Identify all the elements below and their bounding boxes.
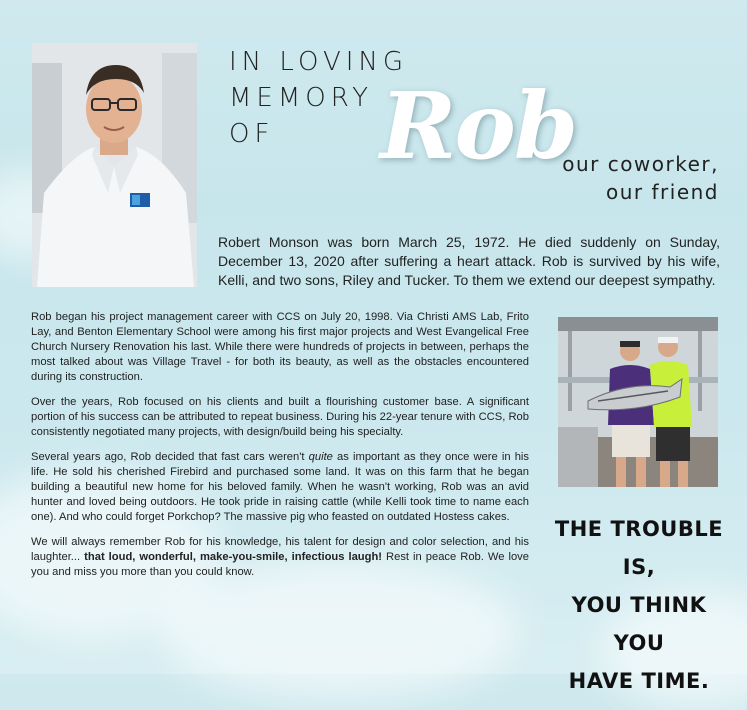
subtitle-line-1: our coworker,	[562, 152, 719, 176]
portrait-illustration	[32, 43, 197, 287]
paragraph-life-emphasis: quite	[308, 451, 333, 463]
paragraph-life	[31, 450, 529, 525]
paragraph-life-text: Several years ago, Rob decided that fast cars weren't	[31, 451, 309, 463]
honoree-name: Rob	[380, 72, 577, 180]
subtitle	[562, 150, 719, 206]
portrait-photo	[32, 43, 197, 287]
fishing-photo	[558, 317, 718, 487]
paragraph-life-text-cont: as important as they once were in his life. He sold his cherished Firebird and purchased some land. It was on this farm that he began building a beautiful new home for his beloved family. When he wasn't working, Rob was an avid hunter and loved being outdoors. He took pride in raising cattle (while Kelli took time to name each one). And who could forget Porkchop? The massive pig who feasted on outdated Hostess cakes.	[31, 451, 530, 523]
paragraph-career: Rob began his project management career with CCS on July 20, 1998. Via Christi AMS Lab, Frito Lay, and Benton Elementary School were among his first major projects and West Evangelical Free Church Nursery Renovation his last. While there were hundreds of projects in between, perhaps the most talked about was Village Travel - for both its beauty, as well as the obstacles encountered during its construction.	[31, 311, 529, 383]
article-body	[31, 310, 529, 590]
paragraph-clients: Over the years, Rob focused on his clients and built a flourishing customer base. A significant portion of his success can be attributed to repeat business. During his 22-year tenure with CCS, Rob consistently negotiated many projects, with design/build being his specialty.	[31, 396, 529, 438]
subtitle-line-2: our friend	[606, 180, 719, 204]
fishing-illustration	[558, 317, 718, 487]
quote-line-2: YOU THINK YOU	[571, 593, 707, 655]
paragraph-remember-text-cont: Rest in peace Rob. We love you and miss you more than you could know.	[31, 551, 529, 578]
quote-line-3: HAVE TIME.	[568, 669, 710, 693]
heading-line-2: MEMORY	[229, 83, 374, 113]
quote	[553, 510, 725, 700]
paragraph-remember-bold: that loud, wonderful, make-you-smile, infectious laugh!	[84, 551, 383, 563]
heading-line-3: OF	[229, 119, 275, 149]
quote-line-1: THE TROUBLE IS,	[554, 517, 724, 579]
paragraph-remember-text: We will always remember Rob for his knowledge, his talent for design and color selection, and his laughter...	[31, 536, 529, 563]
heading-line-1: IN LOVING	[229, 47, 408, 77]
paragraph-remember	[31, 535, 529, 580]
intro-paragraph: Robert Monson was born March 25, 1972. He died suddenly on Sunday, December 13, 2020 after suffering a heart attack. Rob is survived by his wife, Kelli, and two sons, Riley and Tucker. To them we extend our deepest sympathy.	[218, 234, 720, 288]
